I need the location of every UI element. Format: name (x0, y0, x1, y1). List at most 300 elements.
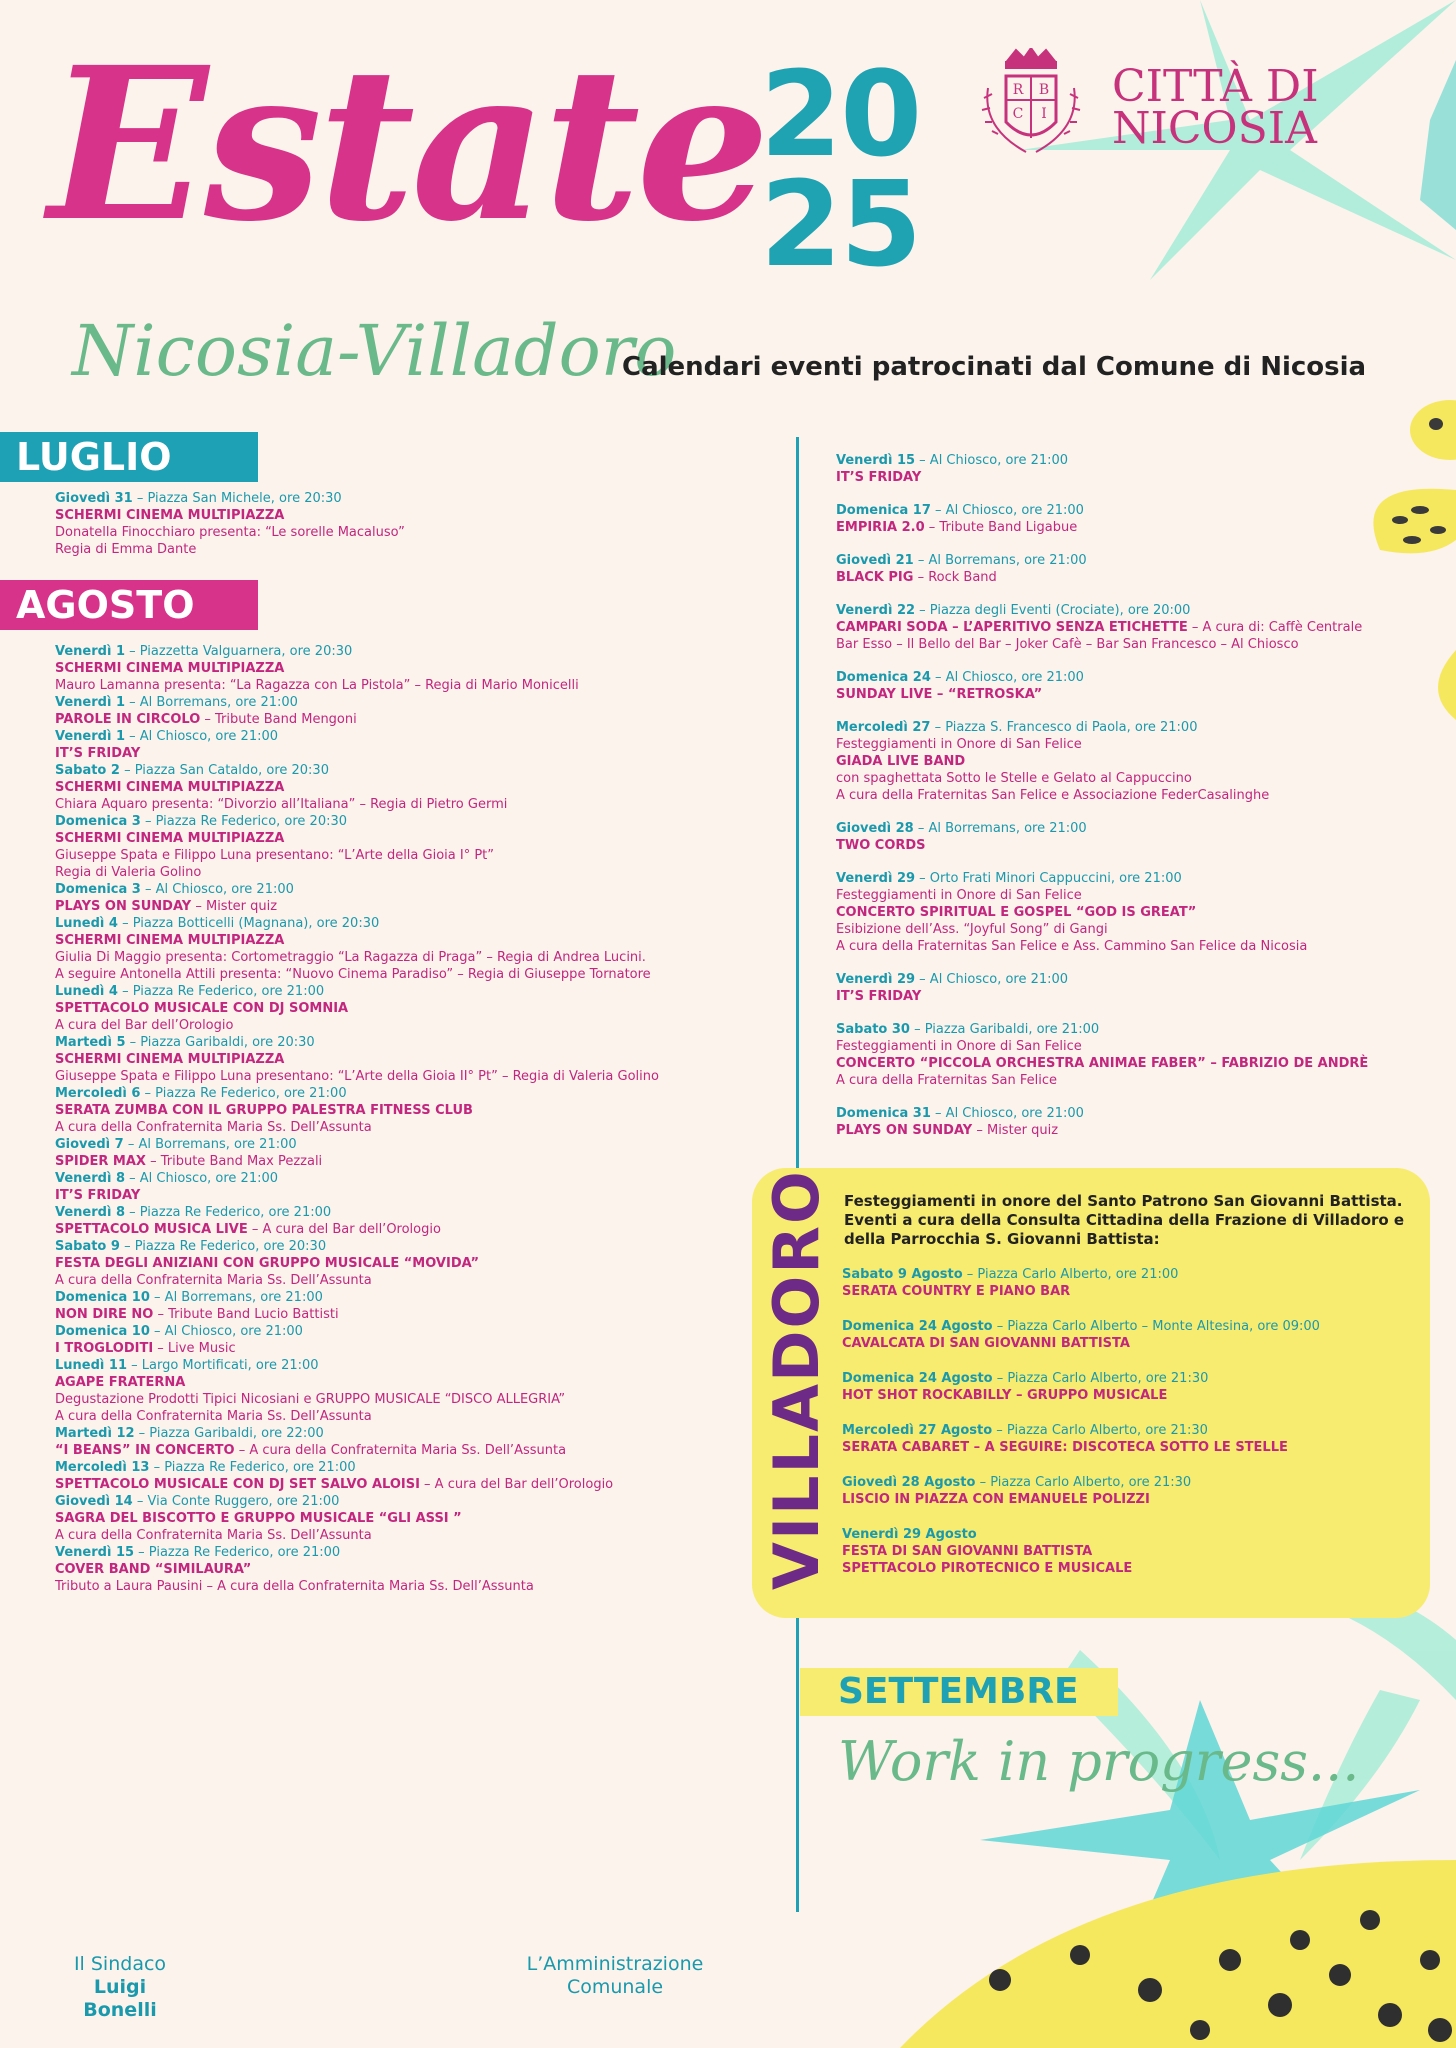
event-when (55, 983, 755, 1000)
event-description: Bar Esso – Il Bello del Bar – Joker Cafè – Bar San Francesco – Al Chiosco (836, 637, 1299, 652)
event-place-time: – Piazza Garibaldi, ore 21:00 (909, 1022, 1100, 1037)
event-day: Sabato 9 (55, 1239, 120, 1254)
event-place-time: – Piazza degli Eventi (Crociate), ore 20:00 (915, 603, 1191, 618)
event-subtitle: – Rock Band (913, 570, 997, 585)
event-subtitle: – Mister quiz (191, 899, 278, 914)
event-place-time: – Al Chiosco, ore 21:00 (149, 1324, 303, 1339)
event-item (55, 762, 755, 813)
event-title: CONCERTO SPIRITUAL E GOSPEL “GOD IS GREAT” (836, 905, 1197, 920)
event-place-time: – Al Chiosco, ore 21:00 (124, 1171, 279, 1186)
event-place-time: – Piazza San Michele, ore 20:30 (132, 491, 342, 506)
crest-letter-r: R (1012, 82, 1024, 98)
event-place-time: – Piazza Carlo Alberto, ore 21:30 (992, 1371, 1209, 1386)
event-day: Lunedì 4 (55, 984, 118, 999)
event-when (55, 1289, 755, 1306)
signature-sindaco (60, 1953, 180, 2022)
event-title: PLAYS ON SUNDAY (55, 899, 192, 914)
event-title-line (842, 1283, 1422, 1300)
event-title-line (842, 1543, 1422, 1560)
event-item (842, 1526, 1422, 1577)
event-description: A cura della Confraternita Maria Ss. Dell’Assunta (55, 1409, 372, 1424)
event-day: Giovedì 21 (836, 553, 914, 568)
event-subtitle: – Tribute Band Lucio Battisti (153, 1307, 339, 1322)
event-day: Domenica 24 (836, 670, 931, 685)
event-title: SCHERMI CINEMA MULTIPIAZZA (55, 780, 285, 795)
event-subtitle: – Tribute Band Mengoni (200, 712, 357, 727)
event-title: TWO CORDS (836, 838, 926, 853)
event-item (836, 602, 1436, 653)
event-title-line (55, 1221, 755, 1238)
event-when (55, 1204, 755, 1221)
event-place-time: – Al Borremans, ore 21:00 (149, 1290, 323, 1305)
event-title: CAVALCATA DI SAN GIOVANNI BATTISTA (842, 1336, 1130, 1351)
event-place-time: – Piazza Garibaldi, ore 20:30 (125, 1035, 315, 1050)
event-item (55, 1323, 755, 1357)
event-day: Venerdì 29 (836, 972, 916, 987)
event-day: Martedì 12 (55, 1426, 135, 1441)
event-title: COVER BAND “SIMILAURA” (55, 1562, 252, 1577)
event-day: Venerdì 29 Agosto (842, 1527, 977, 1542)
event-title: SERATA CABARET – A SEGUIRE: DISCOTECA SOTTO LE STELLE (842, 1440, 1288, 1455)
event-when (842, 1474, 1422, 1491)
event-title-line (55, 1340, 755, 1357)
event-day: Mercoledì 13 (55, 1460, 150, 1475)
event-title: IT’S FRIDAY (836, 989, 922, 1004)
event-title-line (836, 469, 1436, 486)
main-title: Estate (48, 21, 766, 268)
event-place-time: – Piazza Carlo Alberto, ore 21:30 (992, 1423, 1208, 1438)
event-title: PLAYS ON SUNDAY (836, 1123, 973, 1138)
event-title: “I BEANS” IN CONCERTO (55, 1443, 235, 1458)
event-place-time: – Piazza Re Federico, ore 20:30 (119, 1239, 327, 1254)
event-title-line (836, 619, 1436, 636)
event-description: Giuseppe Spata e Filippo Luna presentano: “L’Arte della Gioia II° Pt” – Regia di Valeria Golino (55, 1069, 659, 1084)
event-item (836, 971, 1436, 1005)
event-item (55, 643, 755, 694)
event-item (55, 1493, 755, 1544)
event-when (55, 643, 755, 660)
event-title: SPETTACOLO MUSICALE CON DJ SOMNIA (55, 1001, 349, 1016)
event-when (55, 1136, 755, 1153)
event-day: Mercoledì 27 Agosto (842, 1423, 993, 1438)
event-item (55, 1544, 755, 1595)
event-place-time: – Piazza S. Francesco di Paola, ore 21:00 (930, 720, 1198, 735)
event-item (55, 1238, 755, 1289)
event-description: Giulia Di Maggio presenta: Cortometraggio “La Ragazza di Praga” – Regia di Andrea Lucini. (55, 950, 646, 965)
event-description: A cura della Confraternita Maria Ss. Dell’Assunta (55, 1273, 372, 1288)
event-place-time: – Piazza San Cataldo, ore 20:30 (119, 763, 329, 778)
event-description: Esibizione dell’Ass. “Joyful Song” di Gangi (836, 922, 1108, 937)
event-title: BLACK PIG (836, 570, 914, 585)
event-description: A cura della Fraternitas San Felice e Ass. Cammino San Felice da Nicosia (836, 939, 1308, 954)
event-place-time: – Largo Mortificati, ore 21:00 (127, 1358, 319, 1373)
event-title: SPETTACOLO PIROTECNICO E MUSICALE (842, 1561, 1133, 1576)
event-item (55, 915, 755, 983)
event-title-line (55, 1442, 755, 1459)
event-title-line (55, 1510, 755, 1527)
event-day: Giovedì 28 Agosto (842, 1475, 976, 1490)
city-name (1112, 61, 1319, 154)
event-when (836, 870, 1436, 887)
event-when (55, 1085, 755, 1102)
event-title-line (842, 1560, 1422, 1577)
event-when (836, 552, 1436, 569)
event-title: AGAPE FRATERNA (55, 1375, 186, 1390)
event-title: SERATA ZUMBA CON IL GRUPPO PALESTRA FITNESS CLUB (55, 1103, 473, 1118)
event-day: Domenica 10 (55, 1290, 150, 1305)
event-place-time: – Piazza Re Federico, ore 21:00 (140, 1086, 347, 1101)
event-title: SCHERMI CINEMA MULTIPIAZZA (55, 661, 285, 676)
event-title: NON DIRE NO (55, 1307, 154, 1322)
event-day: Giovedì 28 (836, 821, 914, 836)
event-when (836, 502, 1436, 519)
location-subtitle: Nicosia-Villadoro (72, 310, 677, 392)
amministrazione-line-2: Comunale (566, 1976, 664, 1998)
event-place-time: – Piazza Re Federico, ore 21:00 (124, 1205, 332, 1220)
event-place-time: – Piazza Carlo Alberto, ore 21:00 (962, 1267, 1179, 1282)
event-place-time: – Piazza Re Federico, ore 20:30 (140, 814, 348, 829)
sindaco-name: Luigi Bonelli (83, 1976, 157, 2021)
event-when (55, 728, 755, 745)
event-subtitle: – A cura della Confraternita Maria Ss. Dell’Assunta (234, 1443, 567, 1458)
event-place-time: – Al Chiosco, ore 21:00 (124, 729, 279, 744)
event-day: Mercoledì 27 (836, 720, 931, 735)
event-day: Venerdì 8 (55, 1205, 125, 1220)
event-day: Domenica 24 Agosto (842, 1371, 993, 1386)
event-item (836, 820, 1436, 854)
event-title: I TROGLODITI (55, 1341, 154, 1356)
event-day: Venerdì 22 (836, 603, 916, 618)
event-day: Venerdì 1 (55, 695, 125, 710)
amministrazione-line-1: L’Amministrazione (526, 1953, 704, 1975)
event-title: SCHERMI CINEMA MULTIPIAZZA (55, 831, 285, 846)
event-item (55, 1204, 755, 1238)
event-description: A cura della Confraternita Maria Ss. Dell’Assunta (55, 1120, 372, 1135)
event-day: Martedì 5 (55, 1035, 126, 1050)
event-title: FESTA DEGLI ANIZIANI CON GRUPPO MUSICALE “MOVIDA” (55, 1256, 480, 1271)
event-day: Sabato 9 Agosto (842, 1267, 963, 1282)
event-subtitle: – Tribute Band Max Pezzali (145, 1154, 323, 1169)
event-title-line (836, 1055, 1436, 1072)
event-title-line (836, 988, 1436, 1005)
agosto-continued-event-list (836, 452, 1436, 1155)
event-description: A cura della Fraternitas San Felice e Associazione FederCasalinghe (836, 788, 1270, 803)
event-item (836, 552, 1436, 586)
event-description: A cura della Confraternita Maria Ss. Dell’Assunta (55, 1528, 372, 1543)
city-line-2: NICOSIA (1112, 102, 1317, 154)
event-when (55, 1034, 755, 1051)
event-title-line (55, 1187, 755, 1204)
event-title: FESTA DI SAN GIOVANNI BATTISTA (842, 1544, 1093, 1559)
event-place-time: – Piazza Garibaldi, ore 22:00 (134, 1426, 324, 1441)
event-item (842, 1318, 1422, 1352)
event-description: A cura della Fraternitas San Felice (836, 1073, 1058, 1088)
event-day: Sabato 2 (55, 763, 120, 778)
event-title: IT’S FRIDAY (836, 470, 922, 485)
event-title: CAMPARI SODA – L’APERITIVO SENZA ETICHETTE (836, 620, 1188, 635)
crest-letter-b: B (1038, 82, 1050, 98)
event-day: Domenica 24 Agosto (842, 1319, 993, 1334)
event-item (55, 1459, 755, 1493)
event-title: HOT SHOT ROCKABILLY – GRUPPO MUSICALE (842, 1388, 1168, 1403)
event-title-line (55, 1000, 755, 1017)
event-day: Giovedì 14 (55, 1494, 133, 1509)
event-title-line (55, 1561, 755, 1578)
event-day: Lunedì 4 (55, 916, 118, 931)
event-place-time: – Al Chiosco, ore 21:00 (915, 453, 1069, 468)
tagline: Calendari eventi patrocinati dal Comune di Nicosia (622, 352, 1367, 382)
event-when (55, 1357, 755, 1374)
event-place-time: – Al Chiosco, ore 21:00 (140, 882, 294, 897)
event-title: SERATA COUNTRY E PIANO BAR (842, 1284, 1071, 1299)
event-title-line (55, 1153, 755, 1170)
event-when (55, 915, 755, 932)
event-title-line (55, 898, 755, 915)
event-place-time: – Piazza Re Federico, ore 21:00 (117, 984, 325, 999)
event-place-time: – Al Borremans, ore 21:00 (913, 821, 1087, 836)
event-place-time: – Via Conte Ruggero, ore 21:00 (132, 1494, 340, 1509)
event-description: Festeggiamenti in Onore di San Felice (836, 888, 1082, 903)
crest-letter-c: C (1012, 106, 1024, 122)
event-when (842, 1422, 1422, 1439)
event-title-line (842, 1335, 1422, 1352)
event-when (55, 1170, 755, 1187)
event-description: Degustazione Prodotti Tipici Nicosiani e GRUPPO MUSICALE “DISCO ALLEGRIA” (55, 1392, 566, 1407)
event-item (842, 1474, 1422, 1508)
event-title-line (842, 1387, 1422, 1404)
event-item (836, 870, 1436, 955)
event-day: Domenica 31 (836, 1106, 931, 1121)
event-item (55, 1085, 755, 1136)
event-title-line (55, 1476, 755, 1493)
event-title: IT’S FRIDAY (55, 1188, 141, 1203)
event-item (55, 1289, 755, 1323)
event-title-line (55, 1051, 755, 1068)
event-item (836, 719, 1436, 804)
event-subtitle: – A cura del Bar dell’Orologio (419, 1477, 614, 1492)
event-place-time: – Al Borremans, ore 21:00 (124, 695, 298, 710)
event-when (55, 881, 755, 898)
event-item (55, 1357, 755, 1425)
event-day: Domenica 10 (55, 1324, 150, 1339)
event-place-time: – Al Chiosco, ore 21:00 (930, 670, 1084, 685)
year-bottom: 25 (760, 155, 921, 293)
event-when (836, 602, 1436, 619)
event-when (836, 669, 1436, 686)
month-label-agosto: AGOSTO (0, 580, 258, 630)
event-title: IT’S FRIDAY (55, 746, 141, 761)
event-place-time: – Al Borremans, ore 21:00 (913, 553, 1087, 568)
event-title-line (55, 507, 755, 524)
event-subtitle: – Mister quiz (972, 1123, 1059, 1138)
event-title-line (842, 1439, 1422, 1456)
event-when (842, 1318, 1422, 1335)
event-description: Donatella Finocchiaro presenta: “Le sorelle Macaluso” (55, 525, 405, 540)
event-title: EMPIRIA 2.0 (836, 520, 925, 535)
event-when (836, 1021, 1436, 1038)
month-label-luglio: LUGLIO (0, 432, 258, 482)
event-description: Mauro Lamanna presenta: “La Ragazza con La Pistola” – Regia di Mario Monicelli (55, 678, 579, 693)
event-title-line (55, 932, 755, 949)
event-place-time: – Piazza Carlo Alberto, ore 21:30 (975, 1475, 1192, 1490)
event-title-line (836, 1122, 1436, 1139)
event-item (836, 452, 1436, 486)
event-title-line (55, 779, 755, 796)
event-subtitle: – A cura del Bar dell’Orologio (247, 1222, 441, 1237)
event-when (55, 1238, 755, 1255)
event-item (55, 1034, 755, 1085)
event-when (842, 1370, 1422, 1387)
event-day: Venerdì 15 (55, 1545, 135, 1560)
event-when (55, 813, 755, 830)
event-place-time: – Piazza Re Federico, ore 21:00 (149, 1460, 356, 1475)
event-day: Venerdì 1 (55, 644, 125, 659)
event-title-line (842, 1491, 1422, 1508)
event-place-time: – Al Chiosco, ore 21:00 (915, 972, 1069, 987)
event-description: con spaghettata Sotto le Stelle e Gelato al Cappuccino (836, 771, 1192, 786)
event-item (836, 669, 1436, 703)
event-when (55, 1323, 755, 1340)
event-item (842, 1370, 1422, 1404)
agosto-event-list (55, 643, 755, 1595)
city-line-1: CITTÀ DI (1112, 61, 1319, 112)
event-title-line (55, 745, 755, 762)
event-item (55, 1136, 755, 1170)
city-crest-logo (978, 48, 1084, 160)
event-title: SCHERMI CINEMA MULTIPIAZZA (55, 1052, 285, 1067)
settembre-note: Work in progress... (838, 1730, 1360, 1793)
event-title: GIADA LIVE BAND (836, 754, 966, 769)
event-item (55, 813, 755, 881)
event-description: Festeggiamenti in Onore di San Felice (836, 1039, 1082, 1054)
event-title-line (836, 904, 1436, 921)
event-place-time: – Piazzetta Valguarnera, ore 20:30 (124, 644, 353, 659)
year-top: 20 (760, 45, 921, 183)
event-when (842, 1266, 1422, 1283)
event-when (55, 1544, 755, 1561)
event-title-line (836, 569, 1436, 586)
event-day: Giovedì 7 (55, 1137, 124, 1152)
event-item (55, 728, 755, 762)
event-description: Regia di Emma Dante (55, 542, 197, 557)
event-place-time: – Al Chiosco, ore 21:00 (930, 1106, 1084, 1121)
event-subtitle: – A cura di: Caffè Centrale (1187, 620, 1363, 635)
signature-amministrazione (515, 1953, 715, 1999)
event-item (836, 1105, 1436, 1139)
crest-letter-i: I (1041, 106, 1047, 122)
event-when (55, 1493, 755, 1510)
event-day: Venerdì 1 (55, 729, 125, 744)
event-title-line (836, 519, 1436, 536)
event-when (836, 1105, 1436, 1122)
event-item (55, 881, 755, 915)
event-item (836, 502, 1436, 536)
event-item (842, 1266, 1422, 1300)
event-description: A cura del Bar dell’Orologio (55, 1018, 234, 1033)
event-place-time: – Piazza Botticelli (Magnana), ore 20:30 (117, 916, 380, 931)
event-description: Tributo a Laura Pausini – A cura della Confraternita Maria Ss. Dell’Assunta (55, 1579, 534, 1594)
event-day: Domenica 3 (55, 814, 141, 829)
event-subtitle: – Tribute Band Ligabue (924, 520, 1078, 535)
villadoro-event-list (842, 1266, 1422, 1595)
month-label-settembre: SETTEMBRE (800, 1668, 1118, 1716)
event-day: Venerdì 29 (836, 871, 916, 886)
luglio-event-list (55, 490, 755, 574)
event-day: Venerdì 15 (836, 453, 916, 468)
event-when (842, 1526, 1422, 1543)
event-item (842, 1422, 1422, 1456)
event-title-line (55, 711, 755, 728)
event-description: Festeggiamenti in Onore di San Felice (836, 737, 1082, 752)
villadoro-intro: Festeggiamenti in onore del Santo Patrono San Giovanni Battista. Eventi a cura della Consulta Cittadina della Frazione di Villadoro e della Parrocchia S. Giovanni Battista: (844, 1192, 1405, 1248)
event-title-line (836, 753, 1436, 770)
event-title-line (55, 1306, 755, 1323)
event-description: A seguire Antonella Attili presenta: “Nuovo Cinema Paradiso” – Regia di Giuseppe Tornatore (55, 967, 651, 982)
event-description: Regia di Valeria Golino (55, 865, 202, 880)
event-item (55, 694, 755, 728)
event-when (55, 762, 755, 779)
decorative-plants-bottom-right (780, 1560, 1456, 2048)
event-when (55, 1425, 755, 1442)
event-title: CONCERTO “PICCOLA ORCHESTRA ANIMAE FABER” – FABRIZIO DE ANDRÈ (836, 1056, 1369, 1071)
event-place-time: – Al Borremans, ore 21:00 (123, 1137, 297, 1152)
event-place-time: – Piazza Re Federico, ore 21:00 (134, 1545, 341, 1560)
event-title: LISCIO IN PIAZZA CON EMANUELE POLIZZI (842, 1492, 1150, 1507)
event-title: PAROLE IN CIRCOLO (55, 712, 201, 727)
event-place-time: – Al Chiosco, ore 21:00 (930, 503, 1084, 518)
event-day: Mercoledì 6 (55, 1086, 141, 1101)
event-title-line (55, 1374, 755, 1391)
event-title: SCHERMI CINEMA MULTIPIAZZA (55, 933, 285, 948)
event-title-line (55, 1102, 755, 1119)
event-title: SAGRA DEL BISCOTTO E GRUPPO MUSICALE “GLI ASSI ” (55, 1511, 462, 1526)
event-when (55, 694, 755, 711)
event-when (836, 452, 1436, 469)
villadoro-label: VILLADORO (760, 1169, 833, 1590)
event-day: Lunedì 11 (55, 1358, 127, 1373)
event-day: Venerdì 8 (55, 1171, 125, 1186)
event-item (55, 490, 755, 558)
event-subtitle: – Live Music (153, 1341, 236, 1356)
event-title-line (55, 660, 755, 677)
event-day: Giovedì 31 (55, 491, 133, 506)
event-place-time: – Orto Frati Minori Cappuccini, ore 21:00 (915, 871, 1182, 886)
sindaco-role: Il Sindaco (73, 1953, 167, 1975)
event-when (836, 719, 1436, 736)
event-item (55, 983, 755, 1034)
event-day: Domenica 3 (55, 882, 141, 897)
event-day: Sabato 30 (836, 1022, 910, 1037)
event-title: SPIDER MAX (55, 1154, 146, 1169)
event-title-line (55, 830, 755, 847)
event-title: SCHERMI CINEMA MULTIPIAZZA (55, 508, 285, 523)
event-title-line (55, 1255, 755, 1272)
event-title: SPETTACOLO MUSICA LIVE (55, 1222, 248, 1237)
event-description: Chiara Aquaro presenta: “Divorzio all’Italiana” – Regia di Pietro Germi (55, 797, 508, 812)
event-item (55, 1170, 755, 1204)
event-place-time: – Piazza Carlo Alberto – Monte Altesina, ore 09:00 (992, 1319, 1320, 1334)
event-when (55, 1459, 755, 1476)
event-title-line (836, 686, 1436, 703)
event-description: Giuseppe Spata e Filippo Luna presentano: “L’Arte della Gioia I° Pt” (55, 848, 494, 863)
event-title: SPETTACOLO MUSICALE CON DJ SET SALVO ALOISI (55, 1477, 420, 1492)
event-day: Domenica 17 (836, 503, 931, 518)
event-item (55, 1425, 755, 1459)
event-title-line (836, 837, 1436, 854)
event-when (836, 820, 1436, 837)
event-when (55, 490, 755, 507)
event-item (836, 1021, 1436, 1089)
